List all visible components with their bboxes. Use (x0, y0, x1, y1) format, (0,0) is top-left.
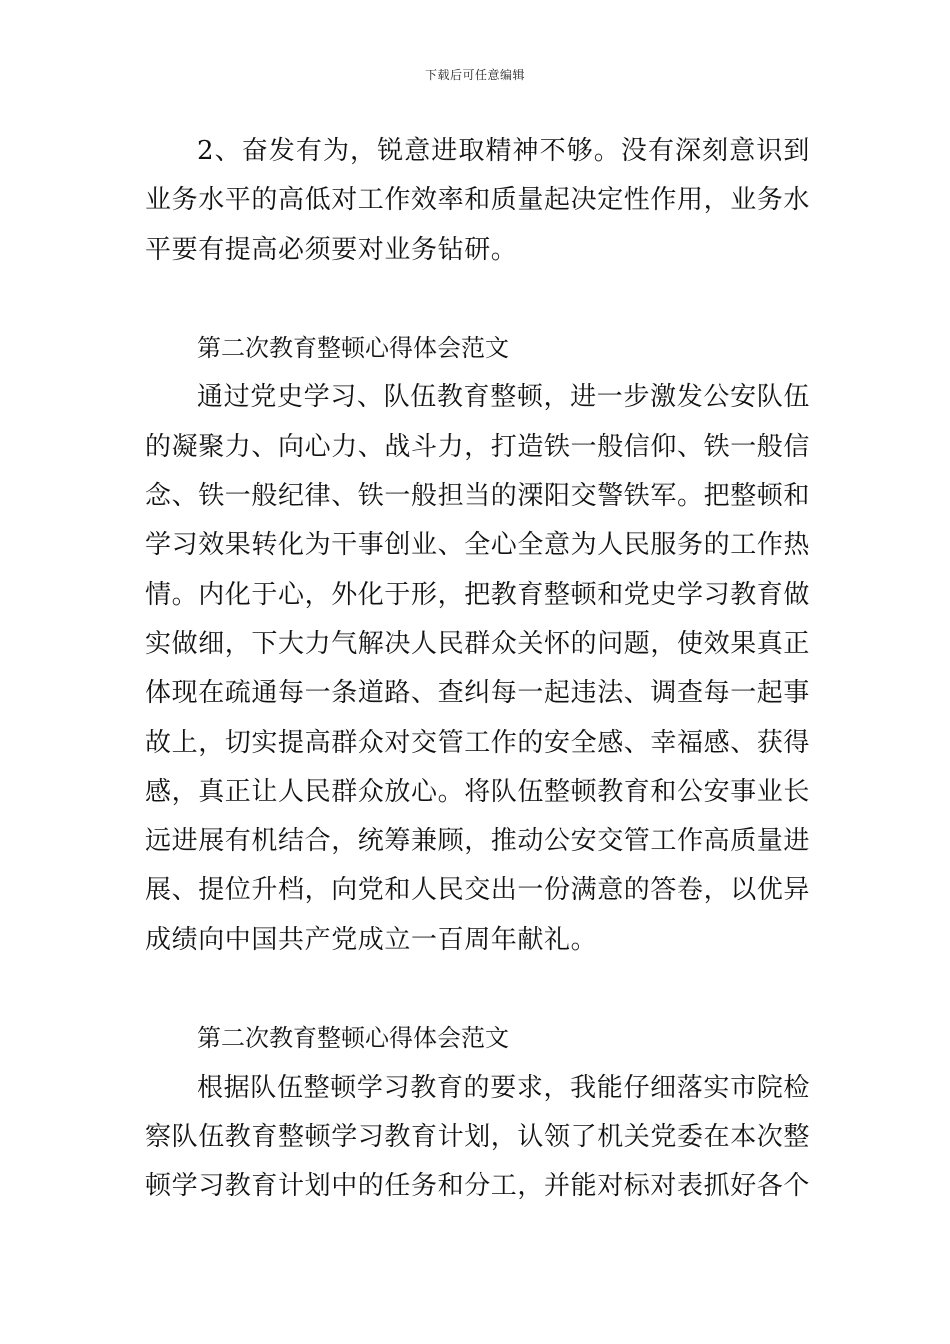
section-heading-1: 第二次教育整顿心得体会范文 (197, 334, 509, 363)
paragraph-gap (145, 965, 810, 1014)
section-body-1: 通过党史学习、队伍教育整顿，进一步激发公安队伍的凝聚力、向心力、战斗力，打造铁一般信仰、铁一般信念、铁一般纪律、铁一般担当的溧阳交警铁军。把整顿和学习效果转化为干事创业、全心全意为人民服务的工作热情。内化于心，外化于形，把教育整顿和党史学习教育做实做细，下大力气解决人民群众关怀的问题，使效果真正体现在疏通每一条道路、查纠每一起违法、调查每一起事故上，切实提高群众对交管工作的安全感、幸福感、获得感，真正让人民群众放心。将队伍整顿教育和公安事业长远进展有机结合，统筹兼顾，推动公安交管工作高质量进展、提位升档，向党和人民交出一份满意的答卷，以优异成绩向中国共产党成立一百周年献礼。 (145, 382, 811, 955)
paragraph-gap (145, 275, 810, 324)
document-body (145, 127, 810, 1212)
section-heading-2: 第二次教育整顿心得体会范文 (197, 1024, 509, 1053)
section-body-2: 根据队伍整顿学习教育的要求，我能仔细落实市院检察队伍教育整顿学习教育计划，认领了机关党委在本次整顿学习教育计划中的任务和分工，并能对标对表抓好各个 (145, 1072, 811, 1202)
intro-paragraph: 2、奋发有为，锐意进取精神不够。没有深刻意识到业务水平的高低对工作效率和质量起决定性作用，业务水平要有提高必须要对业务钻研。 (145, 136, 811, 265)
page-header-note: 下载后可任意编辑 (424, 68, 525, 82)
